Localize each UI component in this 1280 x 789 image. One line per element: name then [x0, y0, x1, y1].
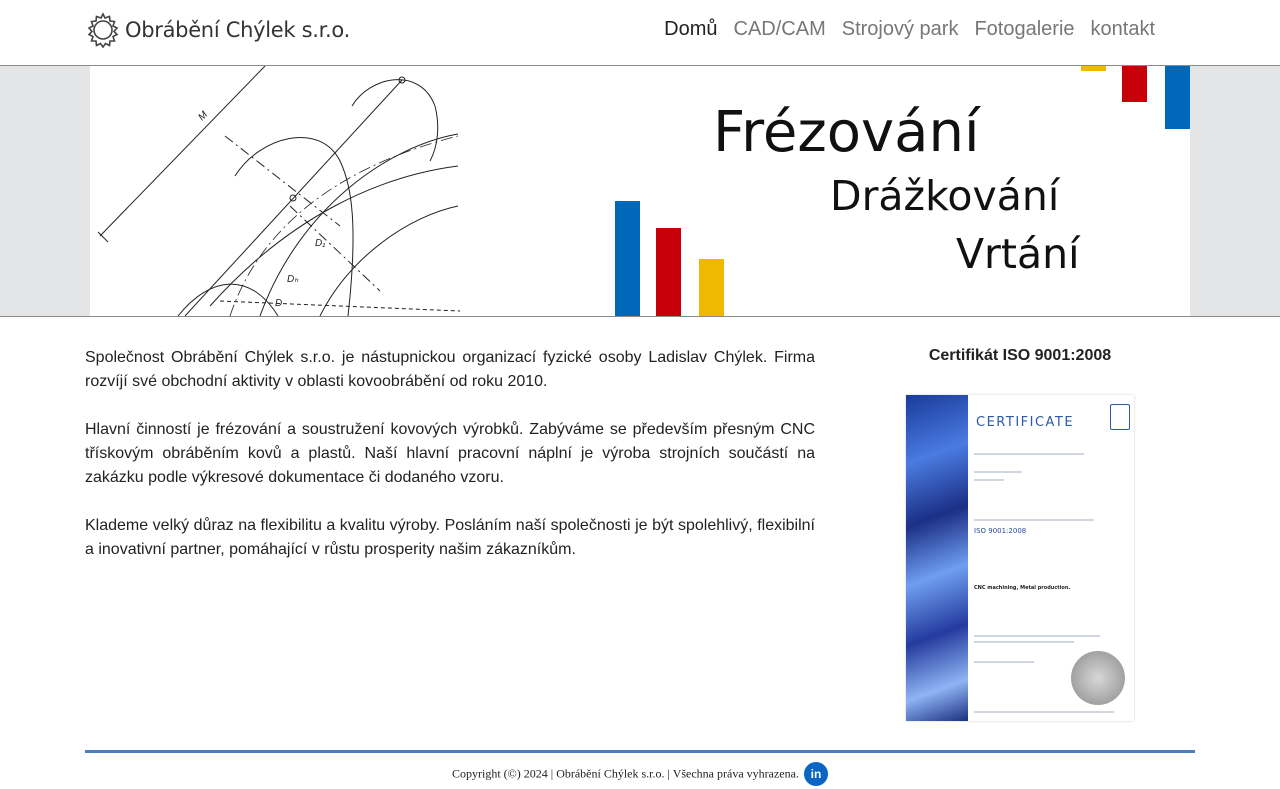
intro-text: [85, 346, 815, 586]
intro-paragraph-3: Klademe velký důraz na flexibilitu a kvalitu výroby. Posláním naší společnosti je být spolehlivý, flexibilní a inovativní partner, pomáhající v růstu prosperity našim zákazníkům.: [85, 517, 815, 558]
nav-link-cad-cam[interactable]: CAD/CAM: [733, 18, 826, 40]
banner-text-drazkovani: Drážkování: [830, 172, 1060, 220]
drawing-label-db: Dₕ: [287, 274, 299, 285]
intro-paragraph-1: Společnost Obrábění Chýlek s.r.o. je nástupnickou organizací fyzické osoby Ladislav Chýlek. Firma rozvíjí své obchodní aktivity v oblasti kovoobrábění od roku 2010.: [85, 349, 815, 390]
banner-top-yellow-bar: [1081, 66, 1106, 71]
intro-paragraph-2: Hlavní činností je frézování a soustružení kovových výrobků. Zabýváme se především přesným CNC třískovým obráběním kovů a plastů. Naší hlavní pracovní náplní je výroba strojních součástí na zakázku podle výkresové dokumentace či dodaného vzoru.: [85, 421, 815, 486]
copyright-text: Copyright (©) 2024 | Obrábění Chýlek s.r.o. | Všechna práva vyhrazena.: [452, 766, 799, 781]
certificate-seal-icon: [1071, 651, 1125, 705]
technical-drawing-image: [90, 66, 460, 316]
main-nav: [664, 18, 1155, 41]
banner-top-blue-bar: [1165, 66, 1190, 129]
checkmark-icon: [1110, 404, 1130, 430]
footer-divider: [85, 750, 1195, 753]
banner-text-vrtani: Vrtání: [956, 230, 1080, 278]
hero-banner: [90, 66, 1190, 316]
nav-link-domu[interactable]: Domů: [664, 18, 718, 40]
linkedin-icon[interactable]: in: [804, 762, 828, 786]
nav-link-fotogalerie[interactable]: Fotogalerie: [974, 18, 1075, 40]
drawing-label-d1: D₁: [315, 238, 326, 249]
drawing-label-m: M: [196, 109, 211, 124]
site-header: [0, 0, 1280, 66]
banner-top-red-bar: [1122, 66, 1147, 102]
certificate-title: Certifikát ISO 9001:2008: [928, 347, 1112, 364]
certificate-heading: CERTIFICATE: [976, 415, 1075, 430]
logo-link[interactable]: [85, 12, 350, 48]
banner-text-frezovani: Frézování: [713, 100, 980, 165]
gear-icon: [85, 12, 121, 48]
iso-certificate-image[interactable]: [906, 395, 1134, 721]
certificate-scope: CNC machining, Metal production.: [974, 585, 1071, 591]
site-footer: [0, 762, 1280, 786]
banner-red-bar: [656, 228, 681, 316]
banner-yellow-bar: [699, 259, 724, 316]
certificate-crystal-strip: [906, 395, 968, 721]
nav-link-kontakt[interactable]: kontakt: [1090, 18, 1155, 40]
drawing-label-d: D: [275, 298, 283, 309]
banner-blue-bar: [615, 201, 640, 316]
certificate-standard: ISO 9001:2008: [974, 527, 1027, 535]
nav-link-strojovy-park[interactable]: Strojový park: [841, 18, 959, 40]
logo-text: Obrábění Chýlek s.r.o.: [125, 18, 350, 42]
